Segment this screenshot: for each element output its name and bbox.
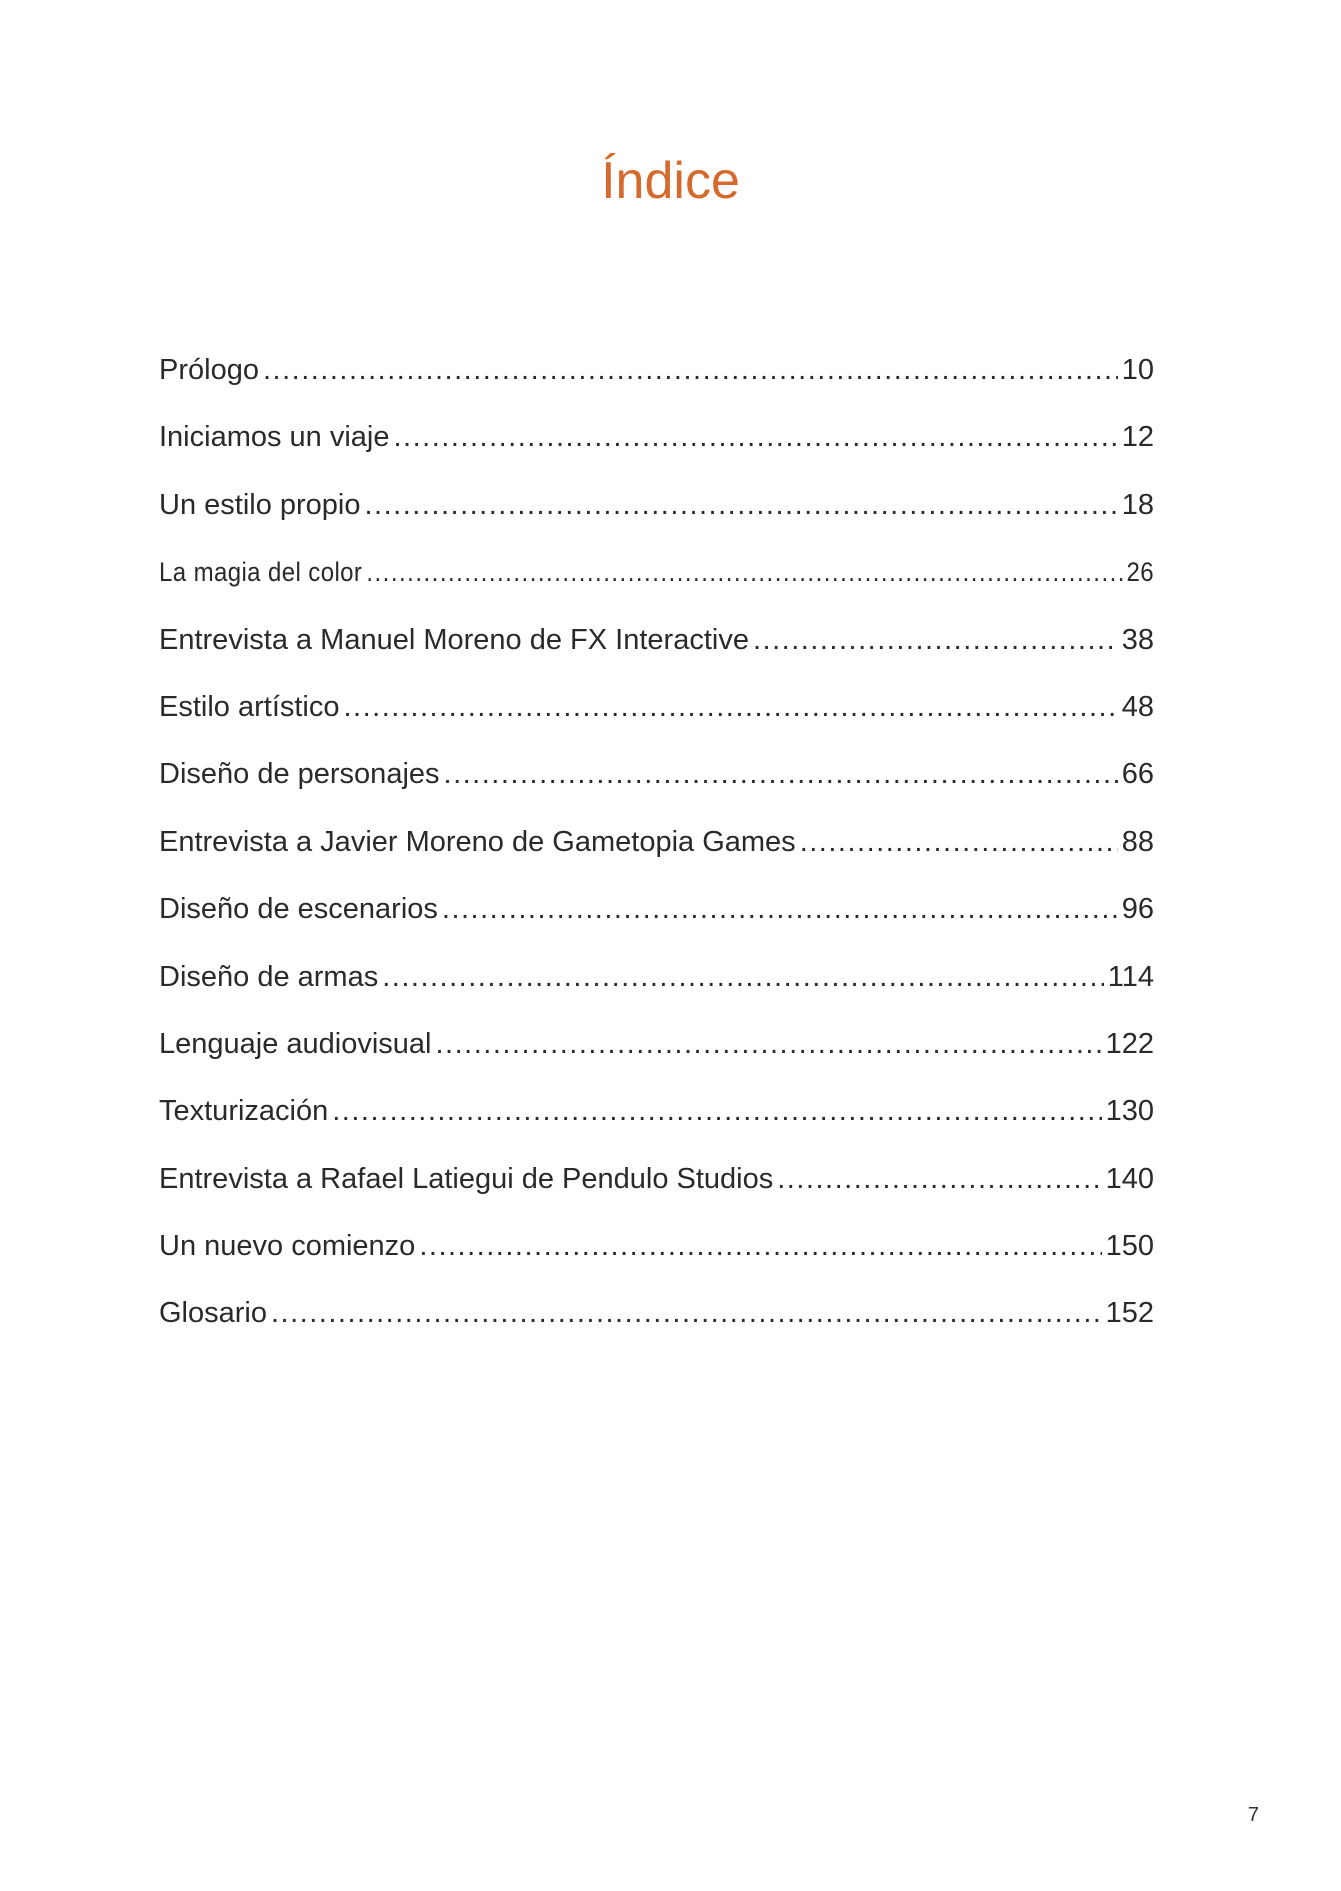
toc-entry-page: 150: [1105, 1230, 1154, 1263]
toc-entry-page: 122: [1105, 1027, 1154, 1060]
toc-dot-leader: [263, 337, 1118, 404]
toc-entry-page: 114: [1107, 960, 1154, 993]
toc-entry-page: 12: [1121, 421, 1154, 454]
toc-entry[interactable]: [159, 1011, 1154, 1078]
toc-entry-label: Entrevista a Javier Moreno de Gametopia Games: [159, 825, 796, 858]
toc-entry-label: Diseño de armas: [159, 960, 379, 993]
toc-entry-label: Diseño de personajes: [159, 758, 440, 791]
toc-entry[interactable]: [159, 1213, 1154, 1280]
toc-entry-page: 10: [1121, 354, 1154, 386]
toc-entry-page: 152: [1105, 1297, 1154, 1330]
page-title: Índice: [601, 152, 740, 210]
toc-entry[interactable]: [159, 944, 1154, 1011]
toc-entry-page: 88: [1121, 825, 1154, 858]
toc-entry-page: 140: [1105, 1162, 1154, 1195]
toc-entry[interactable]: [159, 1078, 1154, 1145]
toc-entry-page: 66: [1121, 758, 1154, 791]
toc-dot-leader: [442, 876, 1118, 943]
toc-entry-label: Estilo artístico: [159, 690, 340, 723]
toc-entry-label: Iniciamos un viaje: [159, 421, 390, 454]
toc-dot-leader: [382, 944, 1104, 1011]
toc-dot-leader: [436, 1011, 1102, 1078]
toc-entry-label: Diseño de escenarios: [159, 893, 438, 926]
toc-dot-leader: [419, 1213, 1101, 1280]
toc-entry-label: Lenguaje audiovisual: [159, 1027, 432, 1060]
toc-entry[interactable]: [159, 535, 1154, 610]
toc-entry-page: 18: [1121, 488, 1154, 521]
toc-entry[interactable]: [159, 404, 1154, 471]
toc-entry-label: Entrevista a Manuel Moreno de FX Interactive: [159, 623, 749, 656]
toc-entry[interactable]: [159, 876, 1154, 943]
page-number: 7: [1247, 1804, 1259, 1826]
toc-entry-page: 38: [1121, 623, 1154, 656]
toc-entry-label: Texturización: [159, 1095, 329, 1128]
toc-entry-label: Prólogo: [159, 354, 259, 386]
toc-entry[interactable]: [159, 337, 1154, 404]
toc-dot-leader: [271, 1280, 1102, 1347]
toc-entry-page: 26: [1126, 557, 1154, 588]
toc-dot-leader: [777, 1146, 1101, 1213]
toc-entry[interactable]: [159, 607, 1154, 674]
toc-entry[interactable]: [159, 741, 1154, 808]
toc-entry[interactable]: [159, 472, 1154, 539]
toc-dot-leader: [753, 607, 1118, 674]
toc-dot-leader: [444, 741, 1118, 808]
toc-dot-leader: [332, 1078, 1101, 1145]
toc-dot-leader: [344, 674, 1118, 741]
toc-entry-page: 130: [1105, 1095, 1154, 1128]
toc-dot-leader: [366, 535, 1122, 610]
toc-entry-page: 96: [1121, 893, 1154, 926]
toc-entry[interactable]: [159, 1146, 1154, 1213]
toc-dot-leader: [394, 404, 1118, 471]
toc-entry-label: Un estilo propio: [159, 488, 361, 521]
toc-entry-label: Glosario: [159, 1297, 267, 1330]
toc-entry-page: 48: [1121, 690, 1154, 723]
table-of-contents: [159, 337, 1154, 1348]
toc-dot-leader: [365, 472, 1118, 539]
toc-entry-label: Entrevista a Rafael Latiegui de Pendulo Studios: [159, 1162, 774, 1195]
toc-dot-leader: [800, 809, 1118, 876]
toc-entry-label: Un nuevo comienzo: [159, 1230, 416, 1263]
toc-entry[interactable]: [159, 674, 1154, 741]
toc-entry[interactable]: [159, 1280, 1154, 1347]
toc-entry[interactable]: [159, 809, 1154, 876]
toc-entry-label: La magia del color: [159, 557, 363, 588]
